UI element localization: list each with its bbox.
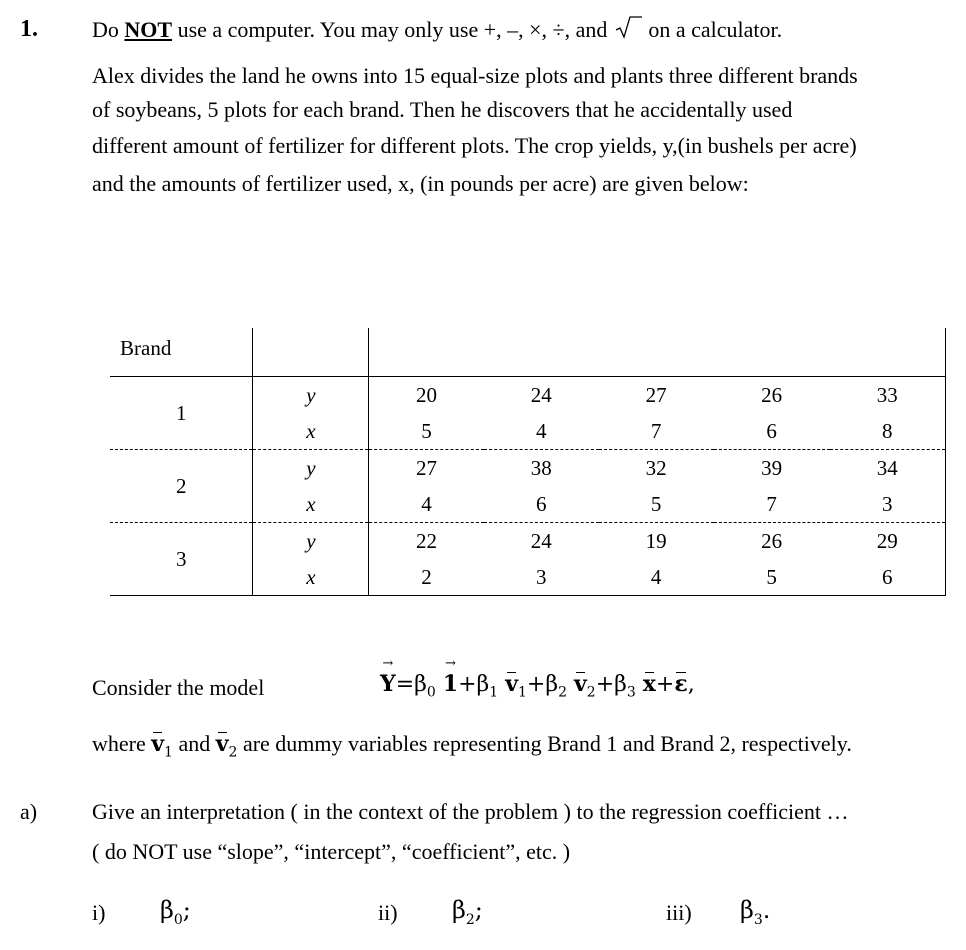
y-cell: 34 (830, 450, 946, 487)
item-label-iii: iii) (666, 900, 692, 925)
para-line-4: and the amounts of fertilizer used, x, (in pounds per acre) are given below: (92, 171, 749, 196)
instruction-not: NOT (124, 17, 173, 42)
brand-label: 2 (110, 450, 253, 523)
model-equation: → $Y=\beta_0 \to 1+\beta_1$ $v_1+\beta_2$ $v_2+\beta_3$ x+ε, (380, 671, 695, 700)
y-cell: 38 (530, 455, 552, 480)
x-cell: 5 (369, 413, 484, 450)
para-line-1: Alex divides the land he owns into 15 equal-size plots and plants three different brands (92, 63, 858, 88)
y-cell: 20 (416, 382, 438, 407)
x-cell: 6 (714, 413, 830, 450)
part-a-line-1: Give an interpretation ( in the context of the problem ) to the regression coefficient … (92, 799, 849, 824)
x-cell: 7 (714, 486, 830, 523)
brand-label: 1 (110, 377, 253, 450)
item-beta-2: $\beta_2$; (452, 896, 483, 928)
y-cell: 33 (830, 377, 946, 414)
x-label: x (306, 564, 316, 589)
item-label-ii: ii) (378, 900, 398, 925)
y-label: y (306, 528, 316, 553)
y-cell: 26 (761, 528, 783, 553)
y-cell: 24 (530, 382, 552, 407)
x-cell: 5 (714, 559, 830, 596)
y-cell: 24 (530, 528, 552, 553)
y-cell: 27 (645, 382, 667, 407)
item-label-i: i) (92, 900, 106, 925)
y-cell: 32 (645, 455, 667, 480)
y-cell: 27 (416, 455, 438, 480)
y-label: y (306, 455, 316, 480)
x-label: x (306, 418, 316, 443)
y-cell: 39 (761, 455, 783, 480)
sqrt-icon (613, 19, 643, 39)
brand-header: Brand (110, 328, 253, 377)
table-header-row (110, 328, 946, 377)
x-cell: 4 (369, 486, 484, 523)
part-a-label: a) (20, 799, 38, 824)
x-cell: 8 (830, 413, 946, 450)
x-cell: 2 (369, 559, 484, 596)
x-cell: 4 (484, 413, 599, 450)
x-label: x (306, 491, 316, 516)
x-cell: 6 (830, 559, 946, 596)
part-a-line-2: ( do NOT use “slope”, “intercept”, “coefficient”, etc. ) (92, 839, 571, 864)
x-cell: 6 (484, 486, 599, 523)
para-line-2: of soybeans, 5 plots for each brand. Then he discovers that he accidentally used (92, 97, 793, 122)
y-cell: 22 (416, 528, 438, 553)
y-cell: 19 (645, 528, 667, 553)
table-row (110, 450, 946, 487)
y-cell: 29 (830, 523, 946, 560)
question-number: 1. (20, 16, 38, 42)
model-lead: Consider the model (92, 675, 265, 700)
table-row (110, 377, 946, 414)
x-cell: 7 (599, 413, 714, 450)
x-cell: 5 (599, 486, 714, 523)
item-beta-0: $\beta_0$; (160, 896, 191, 928)
where-line: where $v_1$ and $v_2$ are dummy variables representing Brand 1 and Brand 2, respectively. (92, 731, 852, 761)
y-label: y (306, 382, 316, 407)
x-cell: 3 (830, 486, 946, 523)
x-cell: 3 (484, 559, 599, 596)
item-beta-3: $\beta_3$. (740, 896, 771, 928)
instruction-ops: use a computer. You may only use +, –, ×, ÷, and (172, 17, 608, 42)
instruction-end: on a calculator. (648, 17, 783, 42)
para-line-3: different amount of fertilizer for different plots. The crop yields, y,(in bushels per acre) (92, 133, 857, 158)
data-table (110, 328, 946, 596)
table-row (110, 523, 946, 560)
brand-label: 3 (110, 523, 253, 596)
instruction-line (92, 17, 782, 43)
x-cell: 4 (599, 559, 714, 596)
instruction-pre: Do (92, 17, 125, 42)
y-cell: 26 (761, 382, 783, 407)
